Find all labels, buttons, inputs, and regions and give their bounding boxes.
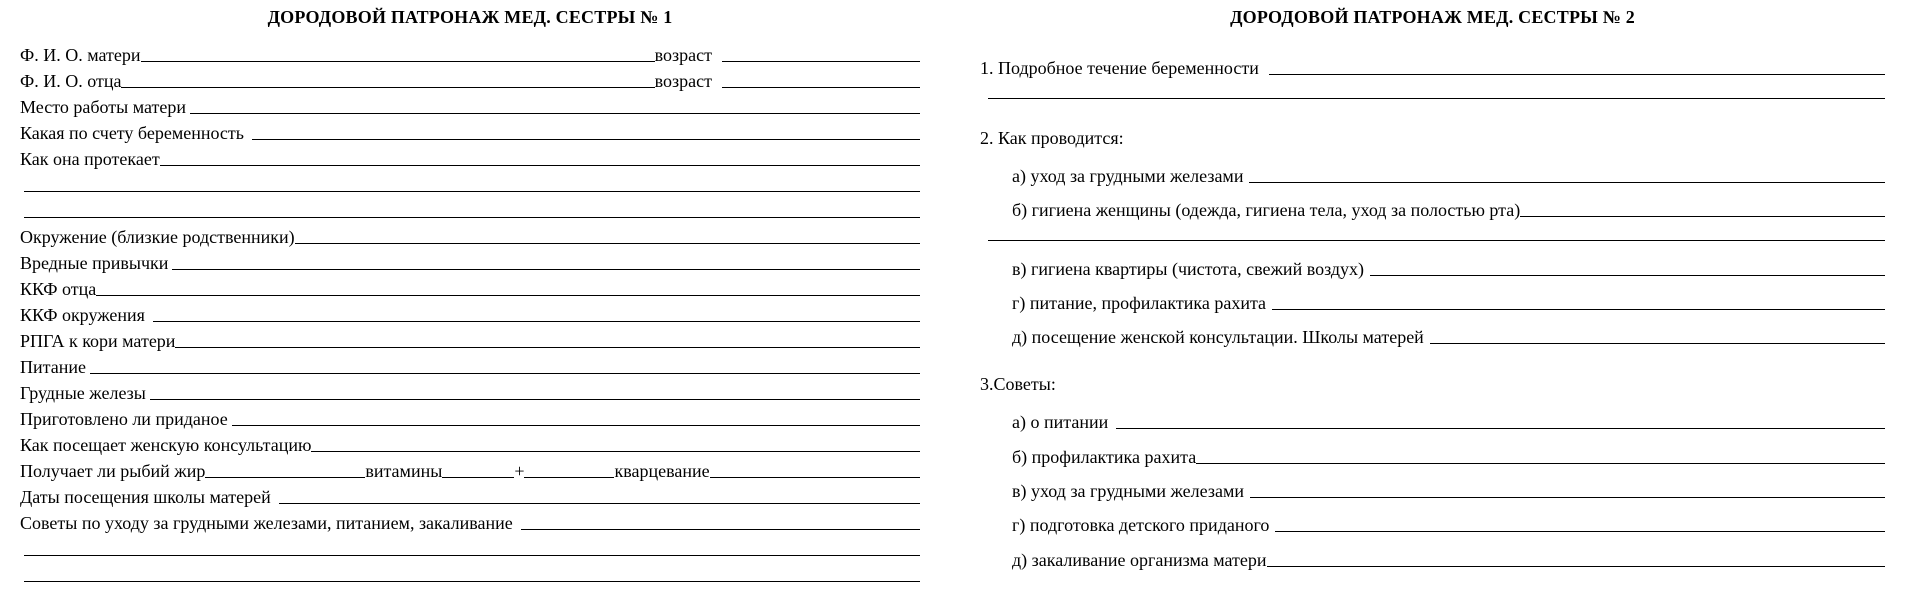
consultation-label: Как посещает женскую консультацию [20, 435, 312, 455]
field-q3a [1012, 410, 1885, 432]
field-dowry [20, 407, 920, 429]
q1-extra-line [980, 80, 1885, 102]
course-extra-line-2 [20, 199, 920, 221]
field-fish-oil [20, 459, 920, 481]
field-q3d [1012, 513, 1885, 535]
dowry-line[interactable] [232, 408, 920, 426]
q3d-label: г) подготовка детского приданого [1012, 515, 1270, 535]
field-q2c [1012, 257, 1885, 279]
advice-extra-line-2 [20, 563, 920, 585]
blank-line[interactable] [24, 538, 920, 556]
kkf-env-label: ККФ окружения [20, 305, 145, 325]
q2d-label: г) питание, профилактика рахита [1012, 293, 1267, 313]
q3c-line[interactable] [1250, 480, 1885, 498]
plus-label: + [514, 461, 525, 481]
q3e-label: д) закаливание организма матери [1012, 550, 1267, 570]
father-name-line[interactable] [121, 70, 654, 88]
field-q3e [1012, 548, 1885, 570]
mother-age-label: возраст [654, 45, 712, 65]
q3c-label: в) уход за грудными железами [1012, 481, 1244, 501]
q3e-line[interactable] [1267, 549, 1885, 567]
blank-line[interactable] [24, 174, 920, 192]
field-q1 [980, 56, 1885, 78]
advice-label: Советы по уходу за грудными железами, питанием, закаливание [20, 513, 513, 533]
pregnancy-number-label: Какая по счету беременность [20, 123, 244, 143]
workplace-label: Место работы матери [20, 97, 186, 117]
field-course [20, 147, 920, 169]
relatives-label: Окружение (близкие родственники) [20, 227, 295, 247]
field-habits [20, 251, 920, 273]
field-q2b [1012, 198, 1885, 220]
q2b-line[interactable] [1520, 199, 1885, 217]
blank-line[interactable] [24, 564, 920, 582]
workplace-line[interactable] [190, 96, 920, 114]
q1-line[interactable] [1269, 57, 1885, 75]
q2a-label: а) уход за грудными железами [1012, 166, 1244, 186]
field-kkf-env [20, 303, 920, 325]
father-name-label: Ф. И. О. отца [20, 71, 122, 91]
fish-oil-label: Получает ли рыбий жир [20, 461, 206, 481]
q2c-label: в) гигиена квартиры (чистота, свежий воздух) [1012, 259, 1365, 279]
blank-line[interactable] [988, 81, 1885, 99]
field-advice [20, 511, 920, 533]
dowry-label: Приготовлено ли приданое [20, 409, 228, 429]
pregnancy-number-line[interactable] [252, 122, 920, 140]
fish-oil-line[interactable] [205, 460, 365, 478]
mother-name-line[interactable] [141, 44, 655, 62]
q2d-line[interactable] [1272, 292, 1885, 310]
course-label: Как она протекает [20, 149, 160, 169]
field-rpga [20, 329, 920, 351]
field-nutrition [20, 355, 920, 377]
q3b-label: б) профилактика рахита [1012, 447, 1197, 467]
kkf-father-label: ККФ отца [20, 279, 97, 299]
rpga-label: РПГА к кори матери [20, 331, 176, 351]
q3-heading: 3.Советы: [980, 374, 1056, 394]
father-age-line[interactable] [722, 70, 920, 88]
vitamins-label: витамины [365, 461, 443, 481]
field-school-dates [20, 485, 920, 507]
field-breasts [20, 381, 920, 403]
q3b-line[interactable] [1196, 446, 1885, 464]
q2a-line[interactable] [1249, 165, 1885, 183]
nutrition-label: Питание [20, 357, 86, 377]
relatives-line[interactable] [295, 226, 920, 244]
field-q3b [1012, 445, 1885, 467]
form-1-title: ДОРОДОВОЙ ПАТРОНАЖ МЕД. СЕСТРЫ № 1 [267, 7, 673, 27]
vitamins-extra-line[interactable] [524, 460, 614, 478]
q1-label: 1. Подробное течение беременности [980, 58, 1259, 78]
mother-age-line[interactable] [722, 44, 920, 62]
consultation-line[interactable] [311, 434, 920, 452]
kkf-father-line[interactable] [96, 278, 920, 296]
field-consultation [20, 433, 920, 455]
field-q3c [1012, 479, 1885, 501]
school-dates-label: Даты посещения школы матерей [20, 487, 271, 507]
course-line[interactable] [160, 148, 920, 166]
mother-name-label: Ф. И. О. матери [20, 45, 141, 65]
field-kkf-father [20, 277, 920, 299]
q3a-line[interactable] [1116, 411, 1885, 429]
habits-line[interactable] [172, 252, 920, 270]
q3d-line[interactable] [1275, 514, 1885, 532]
blank-line[interactable] [988, 223, 1885, 241]
school-dates-line[interactable] [279, 486, 920, 504]
q2c-line[interactable] [1370, 258, 1885, 276]
field-father-name [20, 69, 920, 91]
q2b-extra-line [980, 222, 1885, 244]
q2e-label: д) посещение женской консультации. Школы матерей [1012, 327, 1424, 347]
father-age-label: возраст [654, 71, 712, 91]
field-mother-name [20, 43, 920, 65]
quartz-label: кварцевание [614, 461, 710, 481]
kkf-env-line[interactable] [153, 304, 920, 322]
habits-label: Вредные привычки [20, 253, 169, 273]
blank-line[interactable] [24, 200, 920, 218]
field-workplace [20, 95, 920, 117]
field-q2d [1012, 291, 1885, 313]
breasts-line[interactable] [150, 382, 920, 400]
course-extra-line-1 [20, 173, 920, 195]
form-2-title: ДОРОДОВОЙ ПАТРОНАЖ МЕД. СЕСТРЫ № 2 [1230, 7, 1635, 27]
field-q2a [1012, 164, 1885, 186]
q2e-line[interactable] [1430, 326, 1885, 344]
vitamins-line[interactable] [442, 460, 514, 478]
rpga-line[interactable] [175, 330, 920, 348]
q2b-label: б) гигиена женщины (одежда, гигиена тела, уход за полостью рта) [1012, 200, 1521, 220]
field-pregnancy-number [20, 121, 920, 143]
field-q2e [1012, 325, 1885, 347]
field-relatives [20, 225, 920, 247]
quartz-line[interactable] [710, 460, 920, 478]
breasts-label: Грудные железы [20, 383, 146, 403]
q3a-label: а) о питании [1012, 412, 1109, 432]
q2-heading: 2. Как проводится: [980, 128, 1124, 148]
nutrition-line[interactable] [90, 356, 920, 374]
advice-line[interactable] [521, 512, 920, 530]
advice-extra-line-1 [20, 537, 920, 559]
